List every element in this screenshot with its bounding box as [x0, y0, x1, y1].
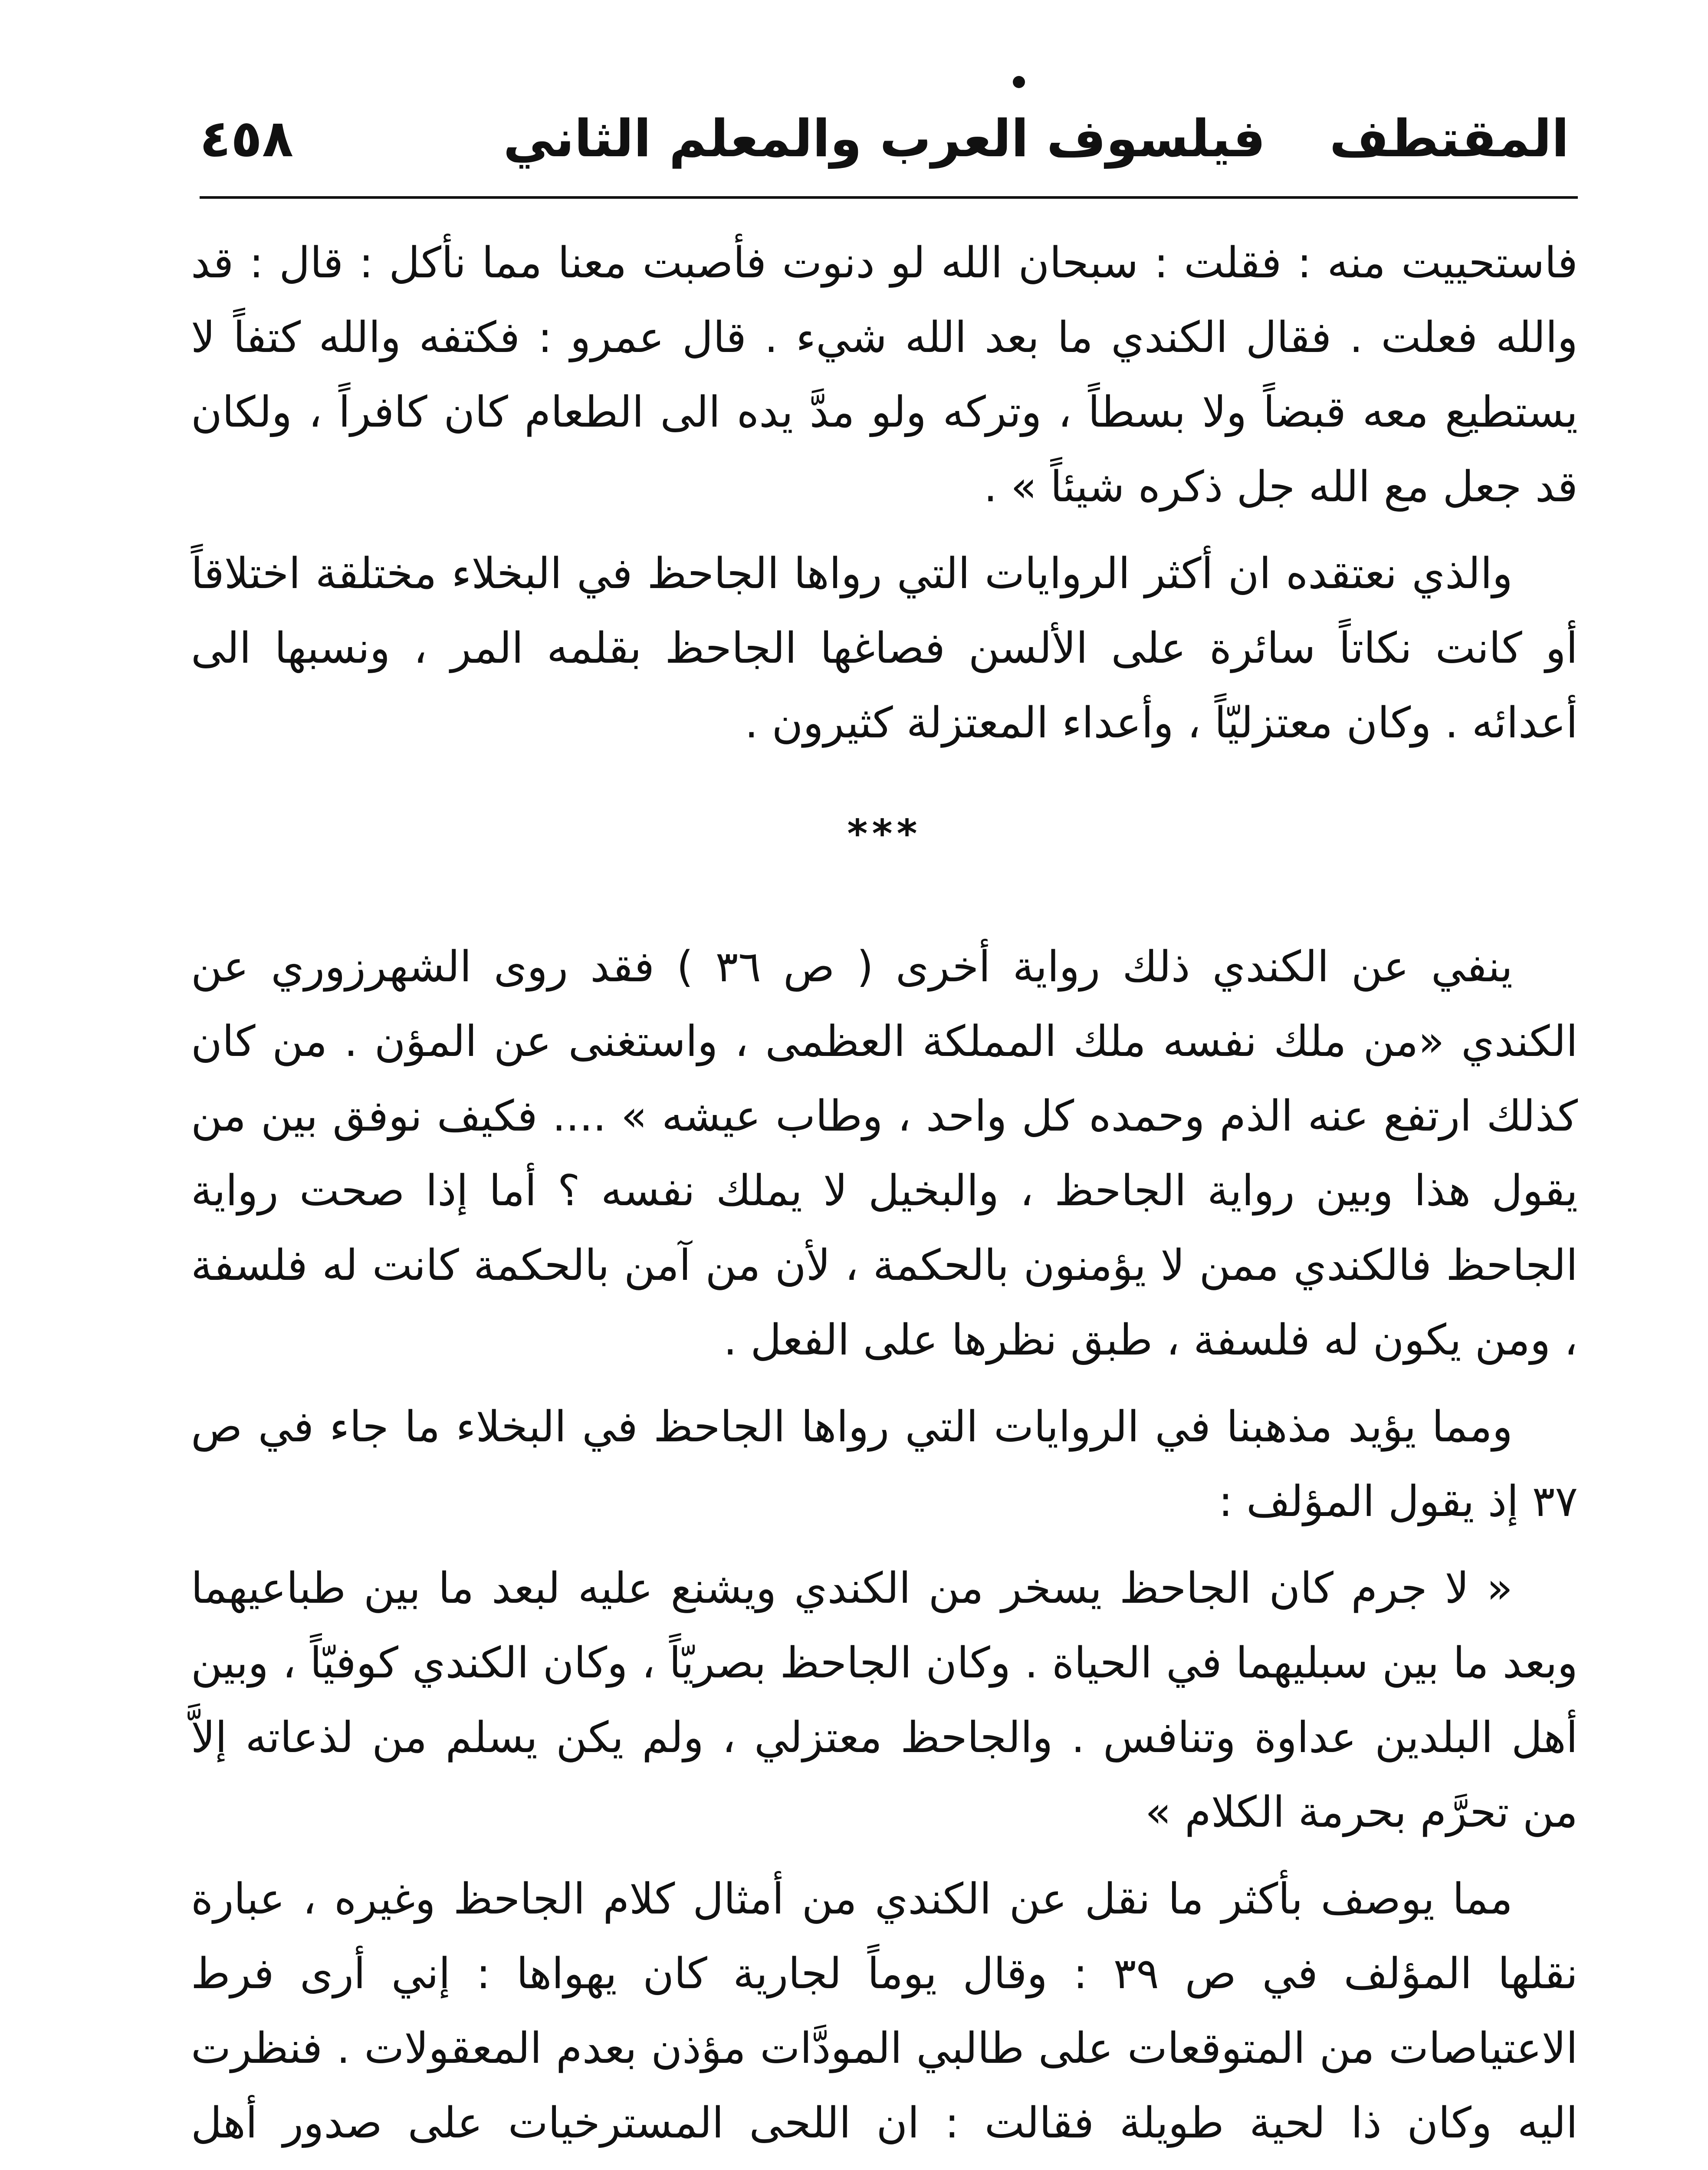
paragraph-shahrazuri-narration: ينفي عن الكندي ذلك رواية أخرى ( ص ٣٦ ) فقد روى الشهرزوري عن الكندي «من ملك نفسه ملك المملكة العظمى ، واستغنى عن المؤن . من كان كذلك ارتفع عنه الذم وحمده كل واحد ، وطاب عيشه » .... فكيف نوفق بين من يقول هذا وبين رواية الجاحظ ، والبخيل لا يملك نفسه ؟ أما إذا صحت رواية الجاحظ فالكندي ممن لا يؤمنون بالحكمة ، لأن من آمن بالحكمة كانت له فلسفة ، ومن يكون له فلسفة ، طبق نظرها على الفعل . — [191, 942, 1578, 1365]
section-separator: *** — [847, 811, 922, 857]
journal-name: المقتطف — [1329, 108, 1569, 168]
paragraph-quote-ending: فاستحييت منه : فقلت : سبحان الله لو دنوت فأصبت معنا مما نأكل : قال : قد والله فعلت . فقال الكندي ما بعد الله شيء . قال عمرو : فكتفه والله كتفاً لا يستطيع معه قبضاً ولا بسطاً ، وتركه ولو مدَّ يده الى الطعام كان كافراً ، ولكان قد جعل مع الله جل ذكره شيئاً » . — [191, 238, 1578, 512]
paragraph-jariya-anecdote: مما يوصف بأكثر ما نقل عن الكندي من أمثال كلام الجاحظ وغيره ، عبارة نقلها المؤلف في ص ٣٩ : وقال يوماً لجارية كان يهواها : إني أرى فرط الاعتياصات من المتوقعات على طالبي المودَّات مؤذن بعدم المعقولات . فنظرت اليه وكان ذا لحية طويلة فقالت : ان اللحى المسترخيات على صدور أهل — [191, 1874, 1578, 2148]
paragraph-supporting-view: ومما يؤيد مذهبنا في الروايات التي رواها الجاحظ في البخلاء ما جاء في ص ٣٧ إذ يقول المؤلف : — [191, 1402, 1578, 1526]
header-ornament-dot — [1013, 76, 1025, 88]
header-rule — [200, 196, 1578, 199]
page-header — [200, 91, 1569, 182]
running-title: فيلسوف العرب والمعلم الثاني — [503, 108, 1266, 168]
article-body — [191, 226, 1578, 2170]
paragraph-author-quote: « لا جرم كان الجاحظ يسخر من الكندي ويشنع عليه لبعد ما بين طباعيهما وبعد ما بين سبليهما في الحياة . وكان الجاحظ بصريّاً ، وكان الكندي كوفيّاً ، وبين أهل البلدين عداوة وتنافس . والجاحظ معتزلي ، ولم يكن يسلم من لذعاته إلاَّ من تحرَّم بحرمة الكلام » — [191, 1564, 1578, 1837]
paragraph-opinion: والذي نعتقده ان أكثر الروايات التي رواها الجاحظ في البخلاء مختلقة اختلاقاً أو كانت نكاتاً سائرة على الألسن فصاغها الجاحظ بقلمه المر ، ونسبها الى أعدائه . وكان معتزليّاً ، وأعداء المعتزلة كثيرون . — [191, 549, 1578, 748]
page-number: ٤٥٨ — [200, 108, 294, 168]
